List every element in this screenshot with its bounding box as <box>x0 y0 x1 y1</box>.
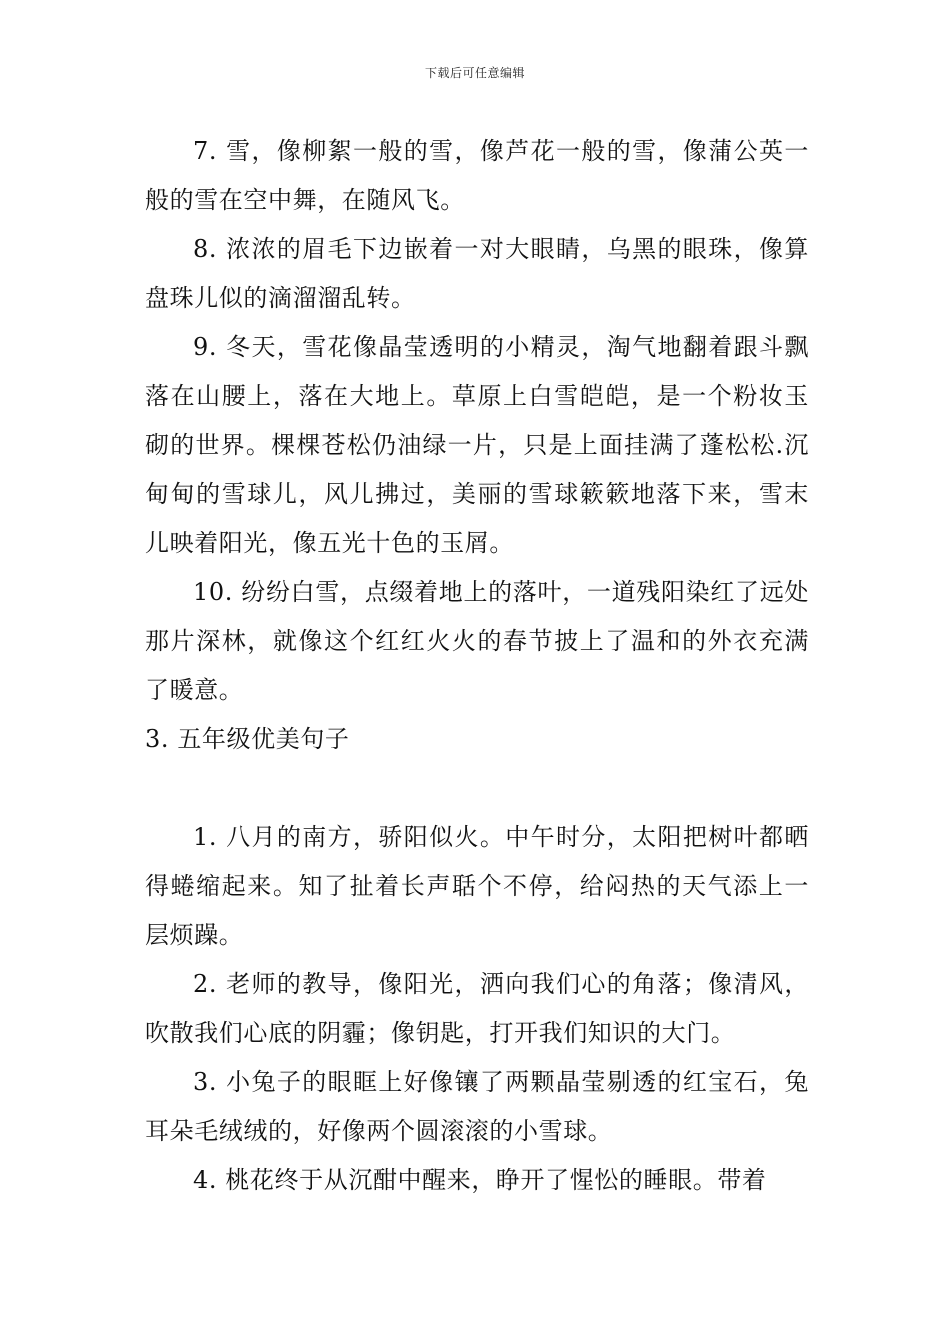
blank-line <box>145 764 809 813</box>
paragraph-1: 1. 八月的南方，骄阳似火。中午时分，太阳把树叶都晒得蜷缩起来。知了扯着长声聒个不停，给闷热的天气添上一层烦躁。 <box>145 823 809 949</box>
paragraph-7: 7. 雪，像柳絮一般的雪，像芦花一般的雪，像蒲公英一般的雪在空中舞，在随风飞。 <box>145 137 809 214</box>
paragraph-4: 4. 桃花终于从沉酣中醒来，睁开了惺忪的睡眼。带着 <box>193 1166 767 1194</box>
document-body <box>145 127 809 1205</box>
paragraph-10: 10. 纷纷白雪，点缀着地上的落叶，一道残阳染红了远处那片深林，就像这个红红火火的春节披上了温和的外衣充满了暖意。 <box>145 578 809 704</box>
paragraph-3: 3. 小兔子的眼眶上好像镶了两颗晶莹剔透的红宝石，兔耳朵毛绒绒的，好像两个圆滚滚的小雪球。 <box>145 1068 809 1145</box>
paragraph-2: 2. 老师的教导，像阳光，洒向我们心的角落；像清风，吹散我们心底的阴霾；像钥匙，打开我们知识的大门。 <box>145 970 809 1047</box>
paragraph-9: 9. 冬天，雪花像晶莹透明的小精灵，淘气地翻着跟斗飘落在山腰上，落在大地上。草原上白雪皑皑，是一个粉妆玉砌的世界。棵棵苍松仍油绿一片，只是上面挂满了蓬松松.沉甸甸的雪球儿，风儿拂过，美丽的雪球簌簌地落下来，雪末儿映着阳光，像五光十色的玉屑。 <box>145 333 809 557</box>
paragraph-8: 8. 浓浓的眉毛下边嵌着一对大眼睛，乌黑的眼珠，像算盘珠儿似的滴溜溜乱转。 <box>145 235 809 312</box>
page-header: 下载后可任意编辑 <box>424 66 525 80</box>
section-heading: 3. 五年级优美句子 <box>145 725 350 753</box>
